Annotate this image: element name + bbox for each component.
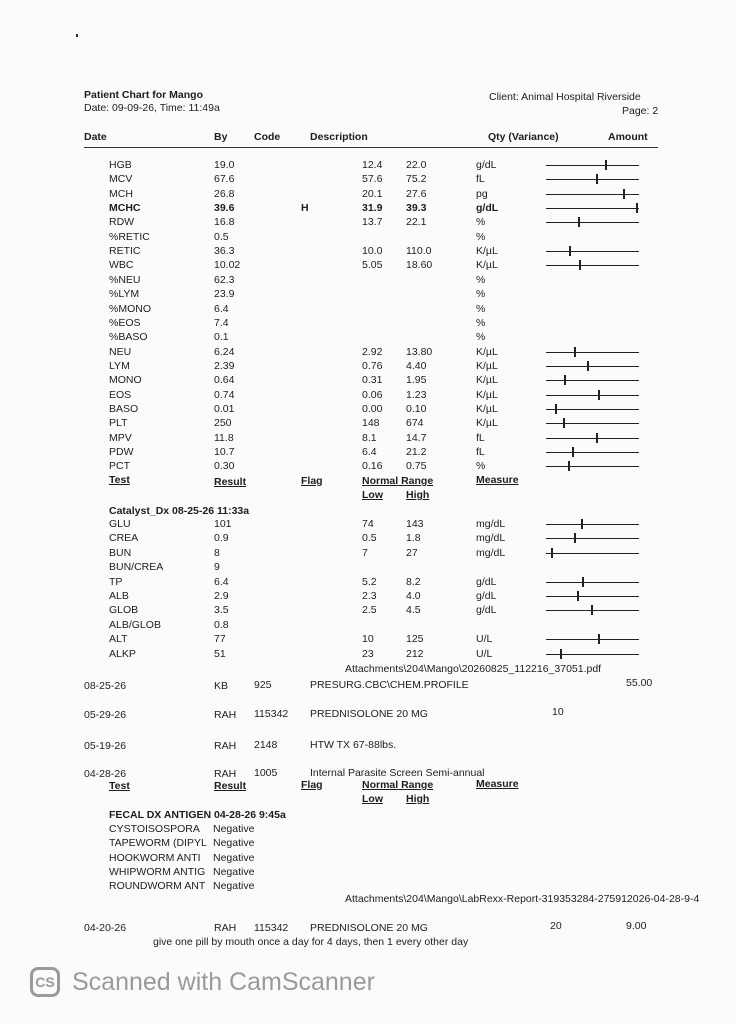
lab-unit: fL: [476, 446, 485, 458]
lab-unit: %: [476, 273, 486, 286]
entry-description: HTW TX 67-88lbs.: [310, 739, 397, 751]
entry-date: 08-25-26: [84, 680, 127, 692]
range-bar: [546, 518, 639, 531]
lab-test-name: WBC: [109, 259, 134, 272]
lab-result-value: Negative: [213, 837, 255, 850]
hdr-test-2: Test: [109, 780, 130, 792]
lab-result-value: 0.01: [214, 402, 235, 415]
lab-test-name: ALKP: [109, 647, 136, 660]
lab-unit: mg/dL: [476, 518, 506, 530]
lab-result-value: 9: [214, 561, 220, 574]
lab-test-name: BUN: [109, 546, 132, 559]
lab-result-value: 16.8: [214, 216, 235, 229]
range-bar: [546, 432, 639, 445]
range-low: 12.4: [362, 159, 383, 171]
range-high: 1.23: [406, 388, 427, 401]
range-low: 57.6: [362, 173, 383, 186]
range-bar-line: [546, 582, 639, 583]
hdr-high-2: High: [406, 793, 430, 805]
range-bar-line: [546, 409, 639, 410]
lab-unit: U/L: [476, 647, 493, 660]
range-low: 0.31: [362, 374, 383, 387]
range-high: 13.80: [406, 345, 433, 358]
lab-test-name: %NEU: [109, 273, 141, 286]
hdr-test: Test: [109, 474, 130, 486]
lab-test-name: BASO: [109, 402, 139, 415]
range-high: 110.0: [406, 245, 432, 258]
entry-date: 04-28-26: [84, 768, 127, 780]
range-bar-marker: [574, 347, 576, 357]
lab-unit: %: [476, 302, 486, 315]
lab-test-name: %BASO: [109, 331, 148, 344]
range-low: 5.2: [362, 575, 377, 588]
lab-result-value: 19.0: [214, 159, 235, 171]
entry-code: 115342: [254, 922, 289, 934]
range-bar-line: [546, 639, 639, 640]
lab-result-value: Negative: [213, 851, 255, 864]
range-bar-line: [546, 466, 639, 467]
range-bar: [546, 460, 639, 473]
col-by: By: [214, 131, 228, 143]
range-bar: [546, 389, 639, 402]
range-bar: [546, 417, 639, 430]
range-bar-line: [546, 423, 639, 424]
lab-result-value: 62.3: [214, 273, 235, 286]
range-high: 4.0: [406, 590, 421, 602]
range-bar-line: [546, 553, 639, 554]
hdr-measure: Measure: [476, 474, 519, 486]
range-low: 20.1: [362, 187, 383, 200]
lab-unit: %: [476, 316, 486, 329]
lab-result-value: 101: [214, 518, 232, 530]
range-high: 143: [406, 518, 424, 530]
lab-result-value: 3.5: [214, 604, 229, 617]
range-bar-marker: [568, 461, 570, 471]
entry-description: PRESURG.CBC\CHEM.PROFILE: [310, 679, 469, 691]
range-bar-line: [546, 179, 639, 180]
lab-test-name: BUN/CREA: [109, 561, 164, 574]
range-high: 75.2: [406, 173, 427, 186]
col-amount: Amount: [608, 131, 648, 143]
hdr-normal-range-2: Normal Range: [362, 779, 434, 791]
range-low: 23: [362, 647, 374, 660]
lab-test-name: %EOS: [109, 316, 141, 329]
range-bar-marker: [598, 634, 600, 644]
range-low: 0.76: [362, 359, 383, 372]
lab-result-value: 51: [214, 647, 226, 660]
range-low: 0.00: [362, 402, 383, 415]
range-bar-line: [546, 538, 639, 539]
lab-unit: K/µL: [476, 359, 498, 372]
catalyst-title: Catalyst_Dx 08-25-26 11:33a: [109, 505, 250, 517]
range-bar-marker: [591, 605, 593, 615]
lab-result-value: Negative: [213, 823, 255, 835]
lab-result-value: 0.30: [214, 460, 235, 473]
range-bar: [546, 173, 639, 186]
range-high: 8.2: [406, 575, 421, 588]
range-high: 1.8: [406, 532, 421, 545]
range-bar-marker: [563, 418, 565, 428]
hdr-flag-2: Flag: [301, 779, 323, 791]
range-bar-line: [546, 265, 639, 266]
lab-test-name: ROUNDWORM ANT: [109, 880, 206, 893]
entry-by: KB: [214, 680, 229, 692]
lab-unit: g/dL: [476, 604, 497, 617]
lab-unit: g/dL: [476, 575, 497, 588]
entry-description: PREDNISOLONE 20 MG: [310, 708, 428, 720]
scan-speck: [76, 34, 78, 37]
lab-result-value: 0.1: [214, 331, 229, 344]
entry-amount: 9.00: [626, 920, 647, 932]
entry-code: 1005: [254, 767, 278, 779]
range-bar-line: [546, 596, 639, 597]
range-high: 4.5: [406, 604, 421, 617]
range-bar-line: [546, 395, 639, 396]
lab-unit: U/L: [476, 633, 493, 646]
lab-result-value: 39.6: [214, 202, 235, 215]
range-bar: [546, 360, 639, 373]
range-bar-line: [546, 208, 639, 209]
lab-unit: g/dL: [476, 159, 497, 171]
entry-by: RAH: [214, 922, 237, 934]
range-bar-marker: [574, 533, 576, 543]
lab-result-value: Negative: [213, 880, 255, 893]
hdr-result-2: Result: [214, 780, 247, 792]
range-bar: [546, 576, 639, 589]
lab-test-name: HGB: [109, 159, 132, 171]
lab-result-value: 77: [214, 633, 226, 646]
lab-result-value: 7.4: [214, 316, 229, 329]
lab-result-value: Negative: [213, 865, 255, 878]
range-high: 27: [406, 546, 418, 559]
lab-result-value: 6.4: [214, 575, 229, 588]
range-low: 31.9: [362, 202, 383, 215]
entry-code: 115342: [254, 708, 289, 720]
range-high: 4.40: [406, 359, 427, 372]
range-high: 0.10: [406, 402, 427, 415]
range-low: 10.0: [362, 245, 383, 258]
range-high: 39.3: [406, 202, 427, 215]
lab-unit: K/µL: [476, 245, 498, 258]
range-bar-line: [546, 222, 639, 223]
range-low: 148: [362, 417, 380, 430]
range-bar-marker: [587, 361, 589, 371]
lab-test-name: %LYM: [109, 288, 140, 301]
range-bar: [546, 648, 639, 661]
range-high: 21.2: [406, 446, 427, 458]
entry-by: RAH: [214, 740, 237, 752]
lab-test-name: TP: [109, 575, 123, 588]
lab-result-value: 6.4: [214, 302, 229, 315]
range-low: 2.5: [362, 604, 377, 617]
col-description: Description: [310, 131, 368, 143]
lab-result-value: 26.8: [214, 187, 235, 200]
range-bar-marker: [596, 433, 598, 443]
hdr-high: High: [406, 489, 430, 501]
lab-test-name: MCHC: [109, 202, 141, 215]
range-low: 2.3: [362, 590, 377, 602]
lab-result-value: 10.02: [214, 259, 241, 272]
lab-unit: K/µL: [476, 402, 498, 415]
lab-unit: K/µL: [476, 345, 498, 358]
lab-test-name: %MONO: [109, 302, 151, 315]
range-bar: [546, 259, 639, 272]
range-bar-line: [546, 452, 639, 453]
col-code: Code: [254, 131, 281, 143]
range-low: 5.05: [362, 259, 383, 272]
range-low: 6.4: [362, 446, 377, 458]
lab-test-name: CREA: [109, 532, 139, 545]
entry-by: RAH: [214, 768, 237, 780]
lab-result-value: 0.9: [214, 532, 229, 545]
lab-unit: fL: [476, 173, 485, 186]
lab-unit: g/dL: [476, 202, 499, 215]
range-bar-marker: [598, 390, 600, 400]
lab-test-name: MPV: [109, 431, 132, 444]
entry-date: 05-19-26: [84, 740, 127, 752]
range-bar-line: [546, 194, 639, 195]
range-high: 22.0: [406, 159, 427, 171]
entry-qty: 10: [552, 706, 564, 718]
range-bar: [546, 633, 639, 646]
lab-unit: fL: [476, 431, 485, 444]
lab-test-name: RDW: [109, 216, 135, 229]
range-bar-marker: [578, 217, 580, 227]
range-high: 18.60: [406, 259, 433, 272]
lab-result-value: 250: [214, 417, 232, 430]
lab-unit: K/µL: [476, 374, 498, 387]
lab-test-name: CYSTOISOSPORA: [109, 823, 200, 835]
range-low: 74: [362, 518, 374, 530]
range-bar-marker: [596, 174, 598, 184]
lab-flag: H: [301, 202, 309, 215]
range-bar-marker: [579, 260, 581, 270]
lab-test-name: GLOB: [109, 604, 139, 617]
hdr-low: Low: [362, 489, 383, 501]
lab-test-name: LYM: [109, 359, 130, 372]
lab-unit: K/µL: [476, 417, 498, 430]
range-low: 0.06: [362, 388, 383, 401]
range-bar-line: [546, 251, 639, 252]
range-low: 13.7: [362, 216, 383, 229]
range-bar-marker: [581, 519, 583, 529]
range-high: 27.6: [406, 187, 427, 200]
entry-code: 925: [254, 679, 272, 691]
scanner-watermark: Scanned with CamScanner: [72, 968, 375, 996]
range-low: 8.1: [362, 431, 377, 444]
range-bar: [546, 532, 639, 545]
range-bar: [546, 446, 639, 459]
range-high: 1.95: [406, 374, 427, 387]
lab-unit: %: [476, 230, 486, 243]
entry-date: 05-29-26: [84, 709, 127, 721]
range-bar: [546, 604, 639, 617]
range-bar-marker: [582, 577, 584, 587]
entry-description: Internal Parasite Screen Semi-annual: [310, 767, 485, 779]
lab-result-value: 0.64: [214, 374, 235, 387]
range-bar-marker: [577, 591, 579, 601]
lab-result-value: 8: [214, 546, 220, 559]
range-low: 7: [362, 546, 368, 559]
range-bar-line: [546, 438, 639, 439]
lab-unit: %: [476, 216, 486, 229]
range-bar-marker: [560, 649, 562, 659]
attachment-link-2[interactable]: Attachments\204\Mango\LabRexx-Report-319353284-275912026-04-28-9-4: [345, 893, 700, 905]
print-date: Date: 09-09-26, Time: 11:49a: [84, 102, 220, 114]
range-bar-marker: [569, 246, 571, 256]
lab-test-name: ALB: [109, 590, 129, 602]
lab-unit: %: [476, 288, 486, 301]
range-bar: [546, 202, 639, 215]
lab-test-name: MCV: [109, 173, 133, 186]
lab-test-name: MONO: [109, 374, 142, 387]
col-date: Date: [84, 131, 107, 143]
lab-test-name: WHIPWORM ANTIG: [109, 865, 206, 878]
range-bar: [546, 590, 639, 603]
lab-test-name: PDW: [109, 446, 134, 458]
lab-unit: %: [476, 460, 486, 473]
hdr-result: Result: [214, 476, 247, 488]
range-low: 2.92: [362, 345, 383, 358]
dosage-instructions: give one pill by mouth once a day for 4 days, then 1 every other day: [153, 936, 469, 948]
hdr-measure-2: Measure: [476, 778, 519, 790]
range-bar-line: [546, 380, 639, 381]
range-bar-line: [546, 352, 639, 353]
range-bar: [546, 188, 639, 201]
lab-unit: pg: [476, 187, 488, 200]
attachment-link-1[interactable]: Attachments\204\Mango\20260825_112216_37051.pdf: [345, 663, 602, 675]
client-name: Client: Animal Hospital Riverside: [489, 91, 641, 103]
lab-test-name: NEU: [109, 345, 132, 358]
camscanner-logo-icon: CS: [30, 967, 60, 997]
lab-test-name: TAPEWORM (DIPYL: [109, 837, 207, 850]
lab-result-value: 67.6: [214, 173, 235, 186]
range-bar-line: [546, 366, 639, 367]
range-bar-marker: [564, 375, 566, 385]
range-bar-marker: [605, 160, 607, 170]
lab-unit: K/µL: [476, 259, 498, 272]
lab-result-value: 36.3: [214, 245, 235, 258]
range-bar-marker: [551, 548, 553, 558]
lab-unit: g/dL: [476, 590, 497, 602]
hdr-normal-range: Normal Range: [362, 475, 434, 487]
lab-test-name: ALT: [109, 633, 128, 646]
range-bar-line: [546, 165, 639, 166]
lab-result-value: 23.9: [214, 288, 235, 301]
lab-test-name: PCT: [109, 460, 130, 473]
range-bar-marker: [555, 404, 557, 414]
lab-result-value: 0.5: [214, 230, 229, 243]
lab-test-name: GLU: [109, 518, 131, 530]
lab-result-value: 10.7: [214, 446, 235, 458]
lab-test-name: PLT: [109, 417, 128, 430]
range-bar: [546, 216, 639, 229]
range-bar: [546, 159, 639, 172]
entry-date: 04-20-26: [84, 922, 127, 934]
lab-unit: K/µL: [476, 388, 498, 401]
range-bar-line: [546, 524, 639, 525]
range-high: 14.7: [406, 431, 427, 444]
lab-result-value: 6.24: [214, 345, 235, 358]
lab-test-name: EOS: [109, 388, 132, 401]
range-high: 22.1: [406, 216, 427, 229]
patient-chart-title: Patient Chart for Mango: [84, 89, 204, 101]
entry-description: PREDNISOLONE 20 MG: [310, 922, 428, 934]
range-bar: [546, 547, 639, 560]
lab-result-value: 0.74: [214, 388, 235, 401]
lab-unit: mg/dL: [476, 546, 506, 559]
lab-test-name: %RETIC: [109, 230, 150, 243]
page-number: Page: 2: [622, 105, 659, 117]
range-bar: [546, 346, 639, 359]
lab-result-value: 11.8: [214, 431, 234, 444]
col-qty: Qty (Variance): [488, 131, 559, 143]
range-high: 0.75: [406, 460, 427, 473]
range-high: 125: [406, 633, 424, 646]
lab-test-name: HOOKWORM ANTI: [109, 851, 201, 864]
lab-test-name: ALB/GLOB: [109, 618, 161, 631]
range-bar-marker: [636, 203, 638, 213]
header-rule: [84, 147, 658, 148]
range-bar-marker: [623, 189, 625, 199]
lab-test-name: MCH: [109, 187, 133, 200]
fecal-title: FECAL DX ANTIGEN 04-28-26 9:45a: [109, 809, 286, 821]
range-bar-marker: [572, 447, 574, 457]
range-bar: [546, 403, 639, 416]
lab-result-value: 0.8: [214, 618, 229, 631]
lab-unit: %: [476, 331, 486, 344]
entry-by: RAH: [214, 709, 237, 721]
hdr-low-2: Low: [362, 793, 383, 805]
range-high: 212: [406, 647, 424, 660]
range-low: 10: [362, 633, 374, 646]
range-low: 0.16: [362, 460, 383, 473]
lab-unit: mg/dL: [476, 532, 506, 545]
hdr-flag: Flag: [301, 475, 323, 487]
entry-code: 2148: [254, 739, 278, 751]
lab-result-value: 2.9: [214, 590, 229, 602]
range-high: 674: [406, 417, 424, 430]
entry-qty: 20: [550, 920, 562, 932]
range-bar: [546, 245, 639, 258]
lab-test-name: RETIC: [109, 245, 141, 258]
range-bar: [546, 374, 639, 387]
lab-result-value: 2.39: [214, 359, 235, 372]
range-low: 0.5: [362, 532, 377, 545]
entry-amount: 55.00: [626, 677, 653, 689]
